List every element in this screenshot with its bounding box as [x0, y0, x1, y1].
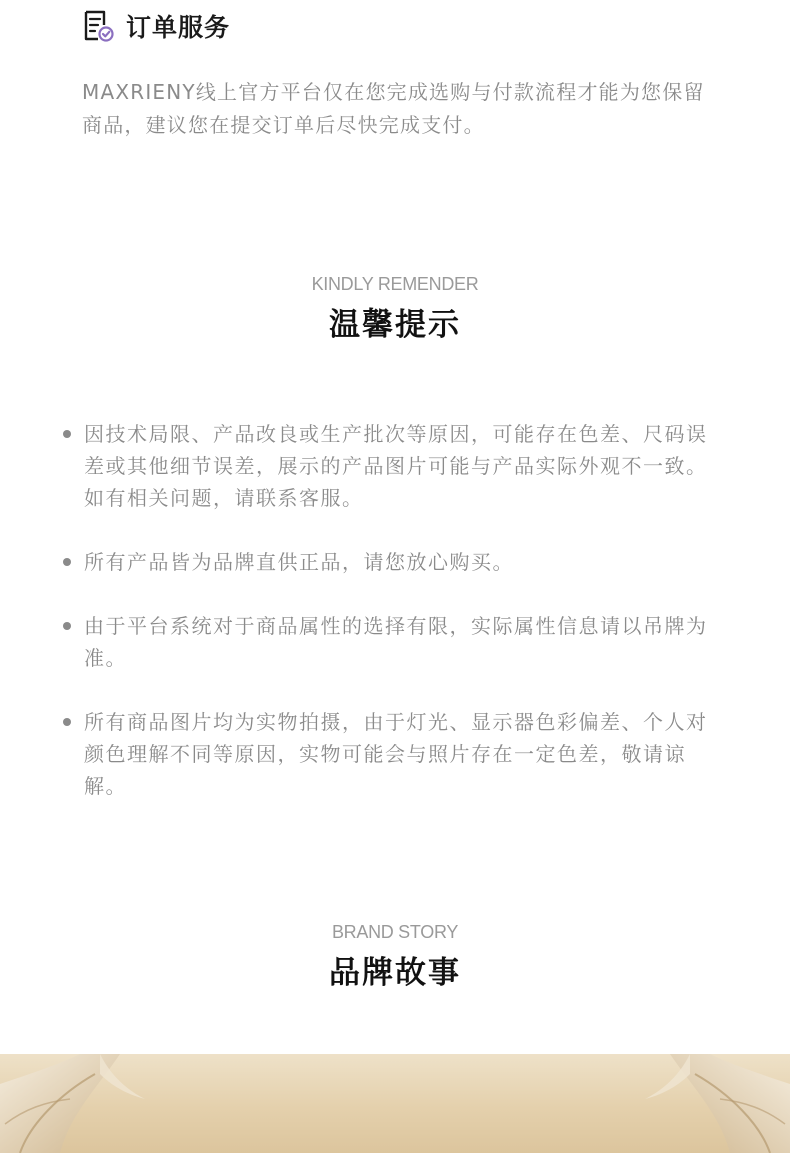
list-item: 所有商品图片均为实物拍摄，由于灯光、显示器色彩偏差、个人对颜色理解不同等原因，实物可能会与照片存在一定色差，敬请谅解。	[60, 706, 720, 802]
checklist-icon	[82, 9, 116, 43]
list-item: 由于平台系统对于商品属性的选择有限，实际属性信息请以吊牌为准。	[60, 610, 720, 674]
order-service-title: 订单服务	[126, 13, 231, 42]
order-service-section	[82, 6, 722, 162]
brand-story-banner-image	[0, 1054, 790, 1153]
list-item: 因技术局限、产品改良或生产批次等原因，可能存在色差、尺码误差或其他细节误差，展示的产品图片可能与产品实际外观不一致。如有相关问题，请联系客服。	[60, 418, 720, 514]
kindly-reminder-subtitle: KINDLY REMENDER	[311, 274, 479, 294]
ornamental-carving-decoration	[0, 1054, 790, 1153]
kindly-reminder-heading	[0, 274, 790, 344]
kindly-reminder-title: 温馨提示	[329, 307, 461, 343]
list-item: 所有产品皆为品牌直供正品，请您放心购买。	[60, 546, 720, 578]
tips-list	[60, 418, 720, 802]
order-service-description: MAXRIENY线上官方平台仅在您完成选购与付款流程才能为您保留商品，建议您在提交订单后尽快完成支付。	[82, 80, 705, 137]
order-service-header	[82, 6, 722, 46]
brand-story-title: 品牌故事	[329, 955, 461, 991]
brand-story-subtitle: BRAND STORY	[331, 922, 459, 942]
brand-story-heading	[0, 922, 790, 992]
